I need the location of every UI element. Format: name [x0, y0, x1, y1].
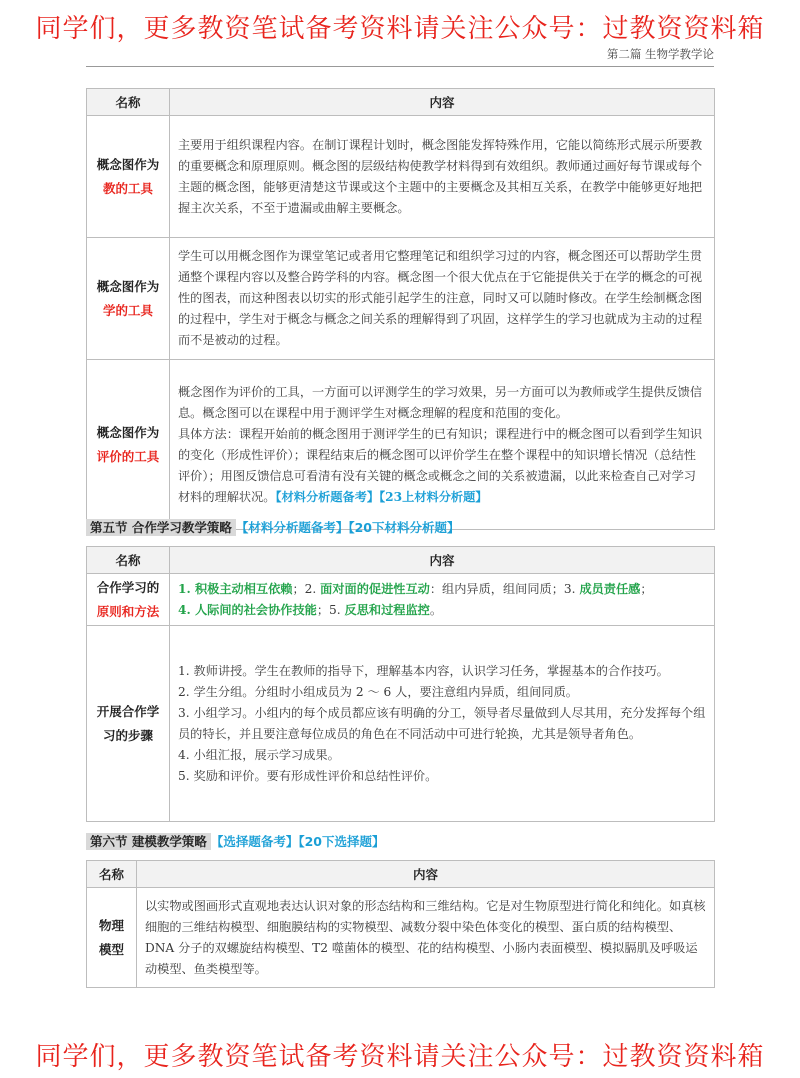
step-item: 2. 学生分组。分组时小组成员为 2 ～ 6 人，要注意组内异质，组间同质。 — [178, 684, 578, 699]
row-name-line1: 概念图作为 — [96, 424, 160, 440]
section-tag: 【选择题备考】【20下选择题】 — [210, 834, 385, 849]
principle-item: 人际间的社会协作技能 — [194, 602, 317, 617]
row-name-line2: 学的工具 — [102, 302, 153, 318]
principles-line1 — [178, 579, 706, 600]
modeling-table — [86, 860, 715, 988]
table-row — [87, 116, 715, 238]
row-name — [87, 238, 170, 360]
item-separator: ：组内异质，组间同质；3. — [429, 581, 580, 596]
row-name-line1: 开展合作学 — [96, 703, 160, 719]
item-number: 1. — [178, 581, 195, 596]
principle-item: 成员责任感 — [579, 581, 641, 596]
row-content — [170, 626, 715, 822]
item-separator: 。 — [429, 602, 443, 617]
header-divider — [86, 66, 714, 67]
content-text: 具体方法：课程开始前的概念图用于测评学生的已有知识；课程进行中的概念图可以看到学生知识的变化（形成性评价）；课程结束后的概念图可以评价学生在整个课程中的知识增长情况（总结性评价）；用图反馈信息可看清有没有关键的概念或概念之间的关系被遗漏，以此来检查自己对学习材料的理解状况。 — [178, 426, 703, 504]
col-content-header: 内容 — [137, 861, 715, 888]
item-separator: ；5. — [316, 602, 345, 617]
row-name-line1: 概念图作为 — [96, 156, 160, 172]
table-header-row — [87, 547, 715, 574]
row-name — [87, 116, 170, 238]
row-content: 主要用于组织课程内容。在制订课程计划时，概念图能发挥特殊作用，它能以简练形式展示所要教的重要概念和原理原则。概念图的层级结构使教学材料得到有效组织。教师通过画好每节课或每个主题的概念图，能够更清楚这节课或这个主题中的主要概念及其相互关系，在教学中能够更好地把握主次关系，不至于遗漏或曲解主要概念。 — [170, 116, 715, 238]
row-name-line2: 原则和方法 — [96, 603, 160, 619]
table-header-row — [87, 89, 715, 116]
principle-item: 反思和过程监控 — [344, 602, 430, 617]
row-content — [170, 574, 715, 626]
item-separator: ； — [640, 581, 653, 596]
section-tag: 【材料分析题备考】【20下材料分析题】 — [235, 520, 460, 535]
section-heading — [86, 518, 460, 536]
col-content-header: 内容 — [170, 547, 715, 574]
row-name-line1: 物理 — [98, 917, 124, 933]
row-name-line2: 评价的工具 — [96, 448, 160, 464]
row-name-line1: 合作学习的 — [96, 579, 160, 595]
table-row — [87, 360, 715, 530]
table-row — [87, 626, 715, 822]
item-separator: ；2. — [292, 581, 321, 596]
step-item: 1. 教师讲授。学生在教师的指导下，理解基本内容，认识学习任务，掌握基本的合作技巧。 — [178, 663, 669, 678]
table-row — [87, 238, 715, 360]
row-name — [87, 888, 137, 988]
row-name — [87, 626, 170, 822]
table-header-row — [87, 861, 715, 888]
item-number: 4. — [178, 602, 195, 617]
row-name-line1: 概念图作为 — [96, 278, 160, 294]
chapter-header: 第二篇 生物学教学论 — [606, 47, 714, 61]
row-content — [170, 360, 715, 530]
table-row — [87, 888, 715, 988]
row-name — [87, 574, 170, 626]
content-paragraph: 概念图作为评价的工具，一方面可以评测学生的学习效果，另一方面可以为教师或学生提供反馈信息。概念图可以在课程中用于测评学生对概念理解的程度和范围的变化。 — [178, 384, 703, 420]
principles-line2 — [178, 600, 706, 621]
row-name-line2: 教的工具 — [102, 180, 153, 196]
content-paragraph — [178, 424, 706, 508]
principle-item: 积极主动相互依赖 — [194, 581, 293, 596]
promo-banner-top: 同学们，更多教资笔试备考资料请关注公众号：过教资资料箱 — [35, 14, 765, 44]
exam-tag: 【材料分析题备考】【23上材料分析题】 — [275, 489, 488, 504]
col-content-header: 内容 — [170, 89, 715, 116]
table-row — [87, 574, 715, 626]
concept-map-table — [86, 88, 715, 530]
step-item: 4. 小组汇报，展示学习成果。 — [178, 747, 340, 762]
section-heading — [86, 832, 385, 850]
row-name — [87, 360, 170, 530]
col-name-header: 名称 — [87, 547, 170, 574]
row-content: 以实物或图画形式直观地表达认识对象的形态结构和三维结构。它是对生物原型进行简化和纯化。如真核细胞的三维结构模型、细胞膜结构的实物模型、减数分裂中染色体变化的模型、蛋白质的结构模型、DNA 分子的双螺旋结构模型、T2 噬菌体的模型、花的结构模型、小肠内表面模型、模拟膈肌及呼吸运动模型、鱼类模型等。 — [137, 888, 715, 988]
col-name-header: 名称 — [87, 89, 170, 116]
section-label: 第六节 建模教学策略 — [86, 833, 211, 850]
step-item: 5. 奖励和评价。要有形成性评价和总结性评价。 — [178, 768, 438, 783]
section-label: 第五节 合作学习教学策略 — [86, 519, 236, 536]
row-name-line2: 习的步骤 — [102, 727, 153, 743]
row-name-line2: 模型 — [98, 941, 124, 957]
col-name-header: 名称 — [87, 861, 137, 888]
promo-banner-bottom: 同学们，更多教资笔试备考资料请关注公众号：过教资资料箱 — [35, 1042, 765, 1072]
principle-item: 面对面的促进性互动 — [320, 581, 430, 596]
cooperative-learning-table — [86, 546, 715, 822]
row-content: 学生可以用概念图作为课堂笔记或者用它整理笔记和组织学习过的内容，概念图还可以帮助学生贯通整个课程内容以及整合跨学科的内容。概念图一个很大优点在于它能提供关于在学的概念的可视性的图表，而这种图表以切实的形式能引起学生的注意，同时又可以随时修改。在学生绘制概念图的过程中，学生对于概念与概念之间关系的理解得到了巩固，这样学生的学习也就成为主动的过程而不是被动的过程。 — [170, 238, 715, 360]
step-item: 3. 小组学习。小组内的每个成员都应该有明确的分工，领导者尽量做到人尽其用，充分发挥每个组员的特长，并且要注意每位成员的角色在不同活动中可进行轮换，尤其是领导者角色。 — [178, 705, 706, 741]
